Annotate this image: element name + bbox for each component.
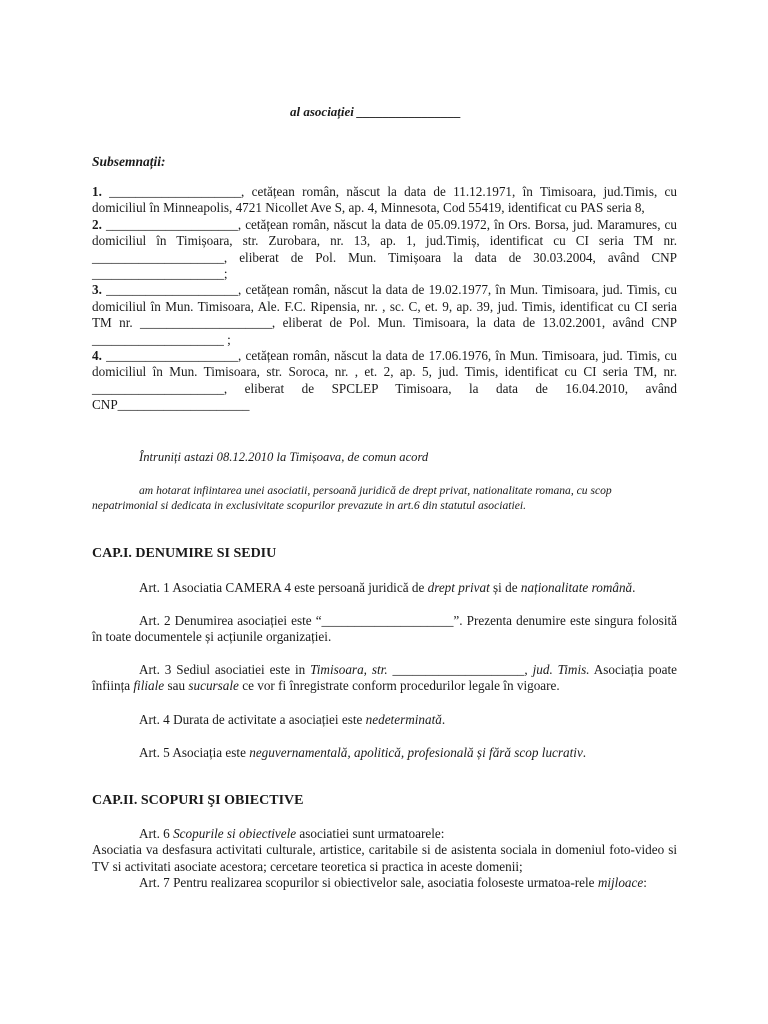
- article-2: [92, 613, 677, 646]
- signatory-3: [92, 282, 677, 348]
- signatory-number: 2.: [92, 216, 102, 232]
- signatory-text: ____________________, cetățean român, născut la data de 17.06.1976, în Mun. Timisoara, jud. Timis, cu domiciliul în Mun. Timisoara, str. Soroca, nr. , et. 2, ap. 5, jud. Timis, identificat cu CI seria TM, nr. ____________________, eliberat de SPCLEP Timisoara, la data de 16.04.2010, având CNP____________________: [92, 348, 677, 413]
- article-3-emph: filiale: [133, 678, 165, 694]
- article-6-text: asociatiei sunt urmatoarele:: [296, 826, 445, 841]
- article-1-emph: naționalitate română: [520, 580, 633, 595]
- article-5-text: .: [582, 745, 587, 760]
- article-3-text: ce vor fi înregistrate conform procedurilor legale în vigoare.: [238, 678, 560, 694]
- article-1-text: și de: [489, 580, 521, 595]
- article-1: [92, 580, 677, 596]
- article-6-body: Asociatia va desfasura activitati culturale, artistice, caritabile si de asistenta sociala in domeniul foto-video si TV si activitati asociate acestora; cercetare teoretica si practica in aceste domenii;: [92, 842, 677, 874]
- article-3-emph: jud. Timis.: [532, 662, 590, 677]
- article-5-emph: neguvernamentală, apolitică, profesională și fără scop lucrativ: [249, 745, 583, 760]
- article-4-text: .: [441, 712, 446, 727]
- document-title: al asociației ________________: [290, 104, 462, 119]
- signatory-number: 4.: [92, 348, 102, 364]
- article-7-text: Art. 7 Pentru realizarea scopurilor si obiectivelor sale, asociatia foloseste urmatoa-rele: [139, 875, 598, 890]
- founding-statement-line-2: nepatrimonial si dedicata in exclusivitate scopurilor prevazute in art.6 din statutul asociatiei.: [92, 499, 526, 512]
- article-3-text: sau: [164, 678, 189, 694]
- article-6-emph: Scopurile si obiectivele: [173, 826, 297, 841]
- article-7: [92, 875, 677, 891]
- article-1-text: .: [632, 580, 636, 595]
- article-6: [92, 826, 677, 875]
- signatory-4: [92, 348, 677, 414]
- chapter-2-heading: CAP.II. SCOPURI ŞI OBIECTIVE: [92, 793, 304, 808]
- article-3-text: Asociația poate înființa: [92, 662, 678, 694]
- signatory-1: [92, 184, 677, 217]
- chapter-1-heading: CAP.I. DENUMIRE SI SEDIU: [92, 546, 277, 561]
- meeting-statement: Întruniți astazi 08.12.2010 la Timișoava, de comun acord: [139, 450, 429, 464]
- signatory-text: ____________________, cetățean român, născut la data de 05.09.1972, în Ors. Borsa, jud. Maramures, cu domiciliul în Timișoara, str. Zurobara, nr. 13, ap. 1, jud.Timiș, identificat cu CI seria TM nr. ____________________, eliberat de Pol. Mun. Timișoara la data de 30.03.2004, având CNP ____________________;: [92, 216, 677, 282]
- article-7-text: :: [643, 875, 647, 890]
- article-4-text: Art. 4 Durata de activitate a asociației este: [139, 712, 366, 727]
- signatories-list: [92, 184, 677, 414]
- article-3-text: ____________________,: [387, 662, 533, 677]
- founding-statement-line-1: am hotarat infiintarea unei asociatii, persoană juridică de drept privat, nationalitate romana, cu scop: [139, 484, 612, 497]
- signatory-2: [92, 217, 677, 283]
- article-4: [92, 712, 677, 728]
- article-2-text: Art. 2 Denumirea asociației este “____________________”. Prezenta denumire este singura folosită în toate documentele și acțiunile organizației.: [92, 613, 677, 645]
- article-4-emph: nedeterminată: [365, 712, 442, 727]
- signatory-number: 1.: [92, 184, 102, 199]
- article-3-text: Art. 3 Sediul asociatiei este in: [139, 662, 311, 677]
- article-1-emph: drept privat: [427, 580, 490, 595]
- article-5-text: Art. 5 Asociația este: [139, 745, 250, 760]
- signatory-text: ____________________, cetățean român, născut la data de 11.12.1971, în Timisoara, jud.Timis, cu domiciliul în Minneapolis, 4721 Nicollet Ave S, ap. 4, Minnesota, Cod 55419, identificat cu PAS seria 8,: [92, 184, 677, 216]
- founding-statement: [92, 483, 677, 513]
- signatories-heading: Subsemnații:: [92, 154, 166, 169]
- article-1-text: Art. 1 Asociatia CAMERA 4 este persoană juridică de: [139, 580, 428, 595]
- article-3-emph: Timisoara, str.: [310, 662, 388, 677]
- signatory-number: 3.: [92, 282, 102, 298]
- article-5: [92, 745, 677, 761]
- article-3: [92, 662, 677, 695]
- article-7-emph: mijloace: [597, 875, 644, 890]
- article-6-text: Art. 6: [139, 826, 174, 841]
- signatory-text: ____________________, cetățean român, născut la data de 19.02.1977, în Mun. Timisoara, jud. Timis, cu domiciliul în Mun. Timisoara, Ale. F.C. Ripensia, nr. , sc. C, et. 9, ap. 39, jud. Timis, identificat cu CI seria TM nr. ____________________, eliberat de Pol. Mun. Timisoara, la data de 13.02.2001, având CNP ____________________ ;: [92, 282, 677, 347]
- article-3-emph: sucursale: [188, 678, 239, 694]
